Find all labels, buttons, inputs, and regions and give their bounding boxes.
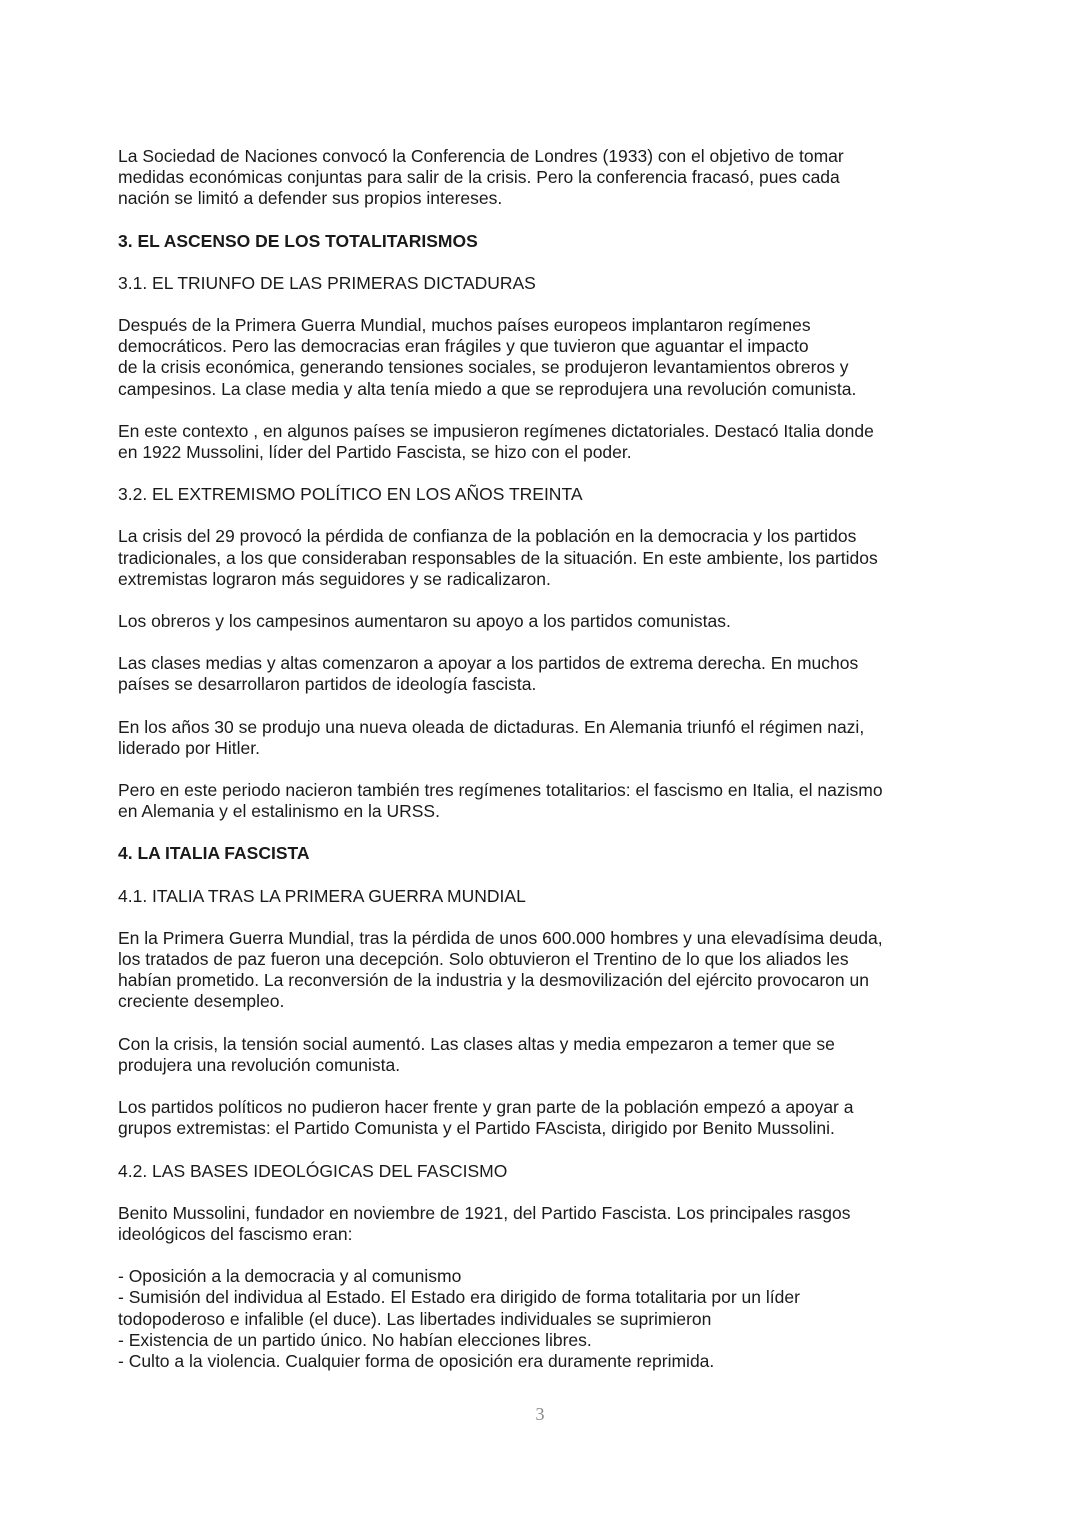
subsection-heading-3-2: 3.2. EL EXTREMISMO POLÍTICO EN LOS AÑOS TREINTA <box>118 484 583 505</box>
paragraph-obreros: Los obreros y los campesinos aumentaron su apoyo a los partidos comunistas. <box>118 611 731 632</box>
subsection-heading-4-1: 4.1. ITALIA TRAS LA PRIMERA GUERRA MUNDIAL <box>118 885 526 906</box>
paragraph-tension-social: Con la crisis, la tensión social aumentó. Las clases altas y media empezaron a temer que se produjera una revolución comunista. <box>118 1033 835 1075</box>
paragraph-mussolini: Benito Mussolini, fundador en noviembre de 1921, del Partido Fascista. Los principales rasgos ideológicos del fascismo eran: <box>118 1202 851 1244</box>
paragraph-anos-30: En los años 30 se produjo una nueva oleada de dictaduras. En Alemania triunfó el régimen nazi, liderado por Hitler. <box>118 716 865 758</box>
page-number: 3 <box>535 1404 545 1424</box>
list-rasgos-fascismo: - Oposición a la democracia y al comunismo - Sumisión del individua al Estado. El Estado era dirigido de forma totalitaria por un líder todopoderoso e infalible (el duce). Las libertades individuales se suprimieron - Existencia de un partido único. No habían elecciones libres. - Culto a la violencia. Cualquier forma de oposición era duramente reprimida. <box>118 1266 800 1371</box>
paragraph-conferencia-londres: La Sociedad de Naciones convocó la Conferencia de Londres (1933) con el objetivo de tomar medidas económicas conjuntas para salir de la crisis. Pero la conferencia fracasó, pues cada nación se limitó a defender sus propios intereses. <box>118 146 844 209</box>
paragraph-regimenes-totalitarios: Pero en este periodo nacieron también tres regímenes totalitarios: el fascismo en Italia, el nazismo en Alemania y el estalinismo en la URSS. <box>118 780 883 822</box>
section-heading-3: 3. EL ASCENSO DE LOS TOTALITARISMOS <box>118 230 478 251</box>
section-heading-4: 4. LA ITALIA FASCISTA <box>118 843 310 864</box>
document-page <box>118 146 978 1393</box>
subsection-heading-4-2: 4.2. LAS BASES IDEOLÓGICAS DEL FASCISMO <box>118 1160 508 1181</box>
paragraph-primeras-dictaduras: Después de la Primera Guerra Mundial, muchos países europeos implantaron regímenes democráticos. Pero las democracias eran frágiles y que tuvieron que aguantar el impacto de la crisis económica, generando tensiones sociales, se produjeron levantamientos obreros y campesinos. La clase media y alta tenía miedo a que se reprodujera una revolución comunista. <box>118 315 857 399</box>
paragraph-crisis-29: La crisis del 29 provocó la pérdida de confianza de la población en la democracia y los partidos tradicionales, a los que consideraban responsables de la situación. En este ambiente, los partidos extremistas lograron más seguidores y se radicalizaron. <box>118 526 878 589</box>
paragraph-contexto-italia: En este contexto , en algunos países se impusieron regímenes dictatoriales. Destacó Italia donde en 1922 Mussolini, líder del Partido Fascista, se hizo con el poder. <box>118 420 874 463</box>
paragraph-clases-medias: Las clases medias y altas comenzaron a apoyar a los partidos de extrema derecha. En muchos países se desarrollaron partidos de ideología fascista. <box>118 653 859 695</box>
subsection-heading-3-1: 3.1. EL TRIUNFO DE LAS PRIMERAS DICTADURAS <box>118 272 536 293</box>
paragraph-partidos-politicos: Los partidos políticos no pudieron hacer frente y gran parte de la población empezó a apoyar a grupos extremistas: el Partido Comunista y el Partido FAscista, dirigido por Benito Mussolini. <box>118 1097 854 1139</box>
paragraph-italia-guerra: En la Primera Guerra Mundial, tras la pérdida de unos 600.000 hombres y una elevadísima deuda, los tratados de paz fueron una decepción. Solo obtuvieron el Trentino de lo que los aliados les habían prometido. La reconversión de la industria y la desmovilización del ejército provocaron un creciente desempleo. <box>118 927 883 1012</box>
